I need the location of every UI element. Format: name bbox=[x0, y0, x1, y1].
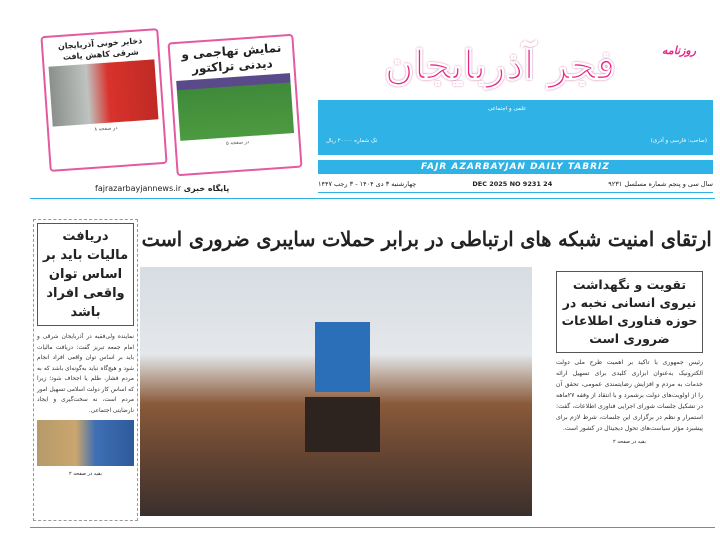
left-more-link[interactable]: بقیه در صفحه ۲ bbox=[69, 471, 102, 477]
divider bbox=[30, 198, 715, 199]
site-label: پایگاه خبری bbox=[183, 184, 230, 193]
table bbox=[305, 397, 380, 452]
teaser-ref: در صفحه ۸ bbox=[94, 125, 118, 133]
date-en: 24 DEC 2025 NO 9231 bbox=[472, 180, 553, 188]
date-fa: چهارشنبه ۳ دی ۱۴۰۴ - ۳ رجب ۱۴۴۷ bbox=[318, 180, 417, 188]
teaser-title: نمایش تهاجمی و دیدنی تراکتور bbox=[180, 40, 282, 76]
teaser-image bbox=[176, 73, 294, 141]
subtitle-text: علمی و اجتماعی bbox=[488, 106, 527, 112]
teaser-football[interactable] bbox=[167, 34, 302, 176]
english-title: FAJR AZARBAYJAN DAILY TABRIZ bbox=[318, 160, 713, 174]
price-text: تک شماره ۲۰۰۰۰ ریال bbox=[326, 138, 378, 144]
newspaper-logo bbox=[360, 36, 640, 96]
left-photo bbox=[37, 420, 134, 466]
right-box-title: تقویت و نگهداشت نیروی انسانی نخبه در حوزه فناوری اطلاعات ضروری است bbox=[556, 271, 703, 353]
teaser-title: ذخایر خونی آذربایجان شرقی کاهش یافت bbox=[57, 36, 143, 62]
website[interactable] bbox=[95, 184, 229, 193]
cabinet-meeting-photo bbox=[140, 267, 532, 516]
teaser-blood[interactable] bbox=[40, 28, 167, 172]
year-issue: سال سی و پنجم شماره مسلسل ۹۲۳۱ bbox=[608, 180, 713, 188]
left-article-body: نماینده ولی‌فقیه در آذربایجان شرقی و امام جمعه تبریز گفت: دریافت مالیات باید بر اساس توان واقعی افراد انجام شود و هیچ‌گاه نباید به‌گونه‌ای باشد که به مردم فشار، ظلم یا اجحاف شود؛ زیرا که اساس کار دولت اسلامی تسهیل امور مردم است، نه سخت‌گیری و ایجاد نارضایتی اجتماعی. bbox=[37, 334, 134, 414]
main-headline bbox=[142, 222, 712, 256]
left-column bbox=[33, 219, 138, 521]
left-box-title: دریافت مالیات باید بر اساس توان واقعی افراد باشد bbox=[37, 223, 134, 326]
right-article-body: رئیس جمهوری با تاکید بر اهمیت طرح ملی دولت الکترونیک به‌عنوان ابزاری کلیدی برای تسهیل ارائه خدمات به مردم و افزایش رضایتمندی عمومی، تحقق آن را از اولویت‌های دولت برشمرد و با انتقاد از وقفه ۲۷ماهه در تشکیل جلسات شورای اجرایی فناوری اطلاعات، گفت: استمرار و نظم در برگزاری این جلسات، شرط لازم برای پیشبرد مؤثر سیاست‌های تحول دیجیتال در کشور است. bbox=[556, 359, 703, 432]
logo-prefix: روزنامه bbox=[661, 44, 697, 57]
teaser-ref: در صفحه ۵ bbox=[225, 139, 250, 147]
backdrop bbox=[315, 322, 370, 392]
right-more-link[interactable]: بقیه در صفحه ۲ bbox=[613, 439, 646, 445]
bottom-rule bbox=[30, 527, 715, 528]
masthead-band bbox=[318, 100, 713, 155]
headline-text: ارتقای امنیت شبکه های ارتباطی در برابر حملات سایبری ضروری است bbox=[141, 227, 712, 251]
teaser-image bbox=[49, 59, 159, 126]
right-column bbox=[556, 271, 703, 446]
logo-text: فجر آذربایجان bbox=[384, 42, 616, 89]
dateline bbox=[318, 180, 713, 193]
site-url: fajrazarbayjannews.ir bbox=[95, 184, 182, 193]
languages-text: (صاحب: فارسی و آذری) bbox=[650, 138, 707, 144]
